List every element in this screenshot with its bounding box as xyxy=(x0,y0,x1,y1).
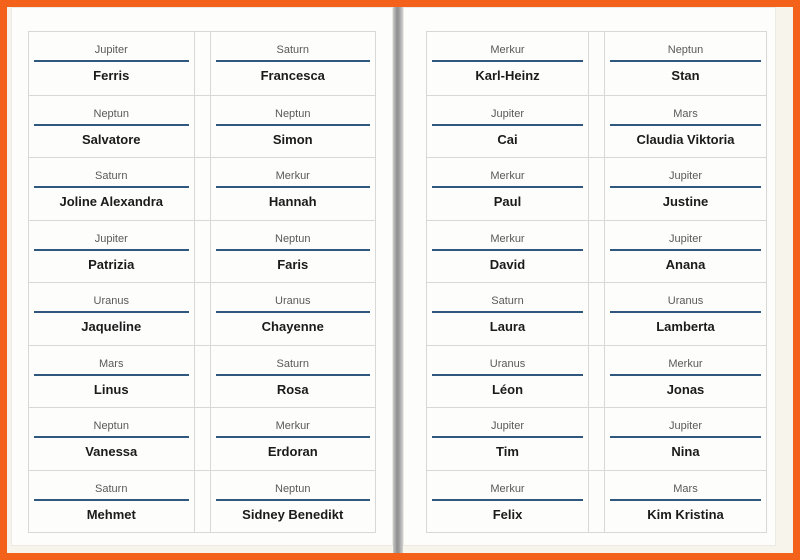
card-row xyxy=(28,95,376,158)
table-group-label: Saturn xyxy=(95,482,128,495)
card-rule xyxy=(216,186,371,188)
card-rule xyxy=(34,249,189,251)
card-rule xyxy=(610,186,761,188)
card-row xyxy=(28,282,376,345)
table-group-label: Merkur xyxy=(490,170,525,182)
table-group-label: Saturn xyxy=(95,170,128,182)
card-gap xyxy=(589,471,604,533)
name-tag-card xyxy=(28,283,195,345)
table-group-label: Merkur xyxy=(490,44,525,56)
guest-name: Rosa xyxy=(276,381,309,397)
card-rule xyxy=(432,124,583,126)
card-row xyxy=(28,470,376,533)
page-spine xyxy=(393,7,403,553)
name-tag-card xyxy=(210,283,377,345)
name-tag-card xyxy=(210,96,377,158)
card-row xyxy=(426,470,767,533)
card-rule xyxy=(610,499,761,501)
card-gap xyxy=(589,221,604,283)
card-rule xyxy=(432,311,583,313)
cards-table-page-2 xyxy=(426,31,767,533)
guest-name: Laura xyxy=(489,319,526,335)
table-group-label: Saturn xyxy=(276,44,309,56)
guest-name: Jonas xyxy=(666,381,705,397)
table-group-label: Jupiter xyxy=(490,420,525,432)
name-tag-card xyxy=(28,32,195,95)
name-tag-card xyxy=(604,158,767,220)
card-rule xyxy=(610,436,761,438)
page-1 xyxy=(11,7,393,546)
card-rule xyxy=(432,499,583,501)
guest-name: Faris xyxy=(277,256,309,272)
card-row xyxy=(28,32,376,95)
name-tag-card xyxy=(210,158,377,220)
name-tag-card xyxy=(604,283,767,345)
table-group-label: Mars xyxy=(673,482,698,495)
card-row xyxy=(426,220,767,283)
guest-name: Cai xyxy=(497,131,518,147)
card-row xyxy=(28,407,376,470)
table-group-label: Merkur xyxy=(275,170,310,182)
name-tag-card xyxy=(210,221,377,283)
card-row xyxy=(426,345,767,408)
table-group-label: Neptun xyxy=(275,107,311,120)
guest-name: Jaqueline xyxy=(81,319,142,335)
table-group-label: Merkur xyxy=(490,482,525,495)
card-gap xyxy=(589,283,604,345)
guest-name: Karl-Heinz xyxy=(475,68,540,84)
table-group-label: Merkur xyxy=(275,420,310,432)
name-tag-card xyxy=(604,346,767,408)
guest-name: Justine xyxy=(662,194,709,210)
guest-name: Kim Kristina xyxy=(647,506,724,522)
table-group-label: Saturn xyxy=(491,295,524,307)
name-tag-card xyxy=(210,471,377,533)
card-row xyxy=(426,95,767,158)
card-rule xyxy=(34,124,189,126)
guest-name: Patrizia xyxy=(88,256,135,272)
guest-name: Hannah xyxy=(268,194,317,210)
card-rule xyxy=(34,60,189,62)
guest-name: Erdoran xyxy=(267,444,318,460)
name-tag-card xyxy=(28,471,195,533)
card-rule xyxy=(216,436,371,438)
table-group-label: Mars xyxy=(673,107,698,120)
name-tag-card xyxy=(426,346,589,408)
table-group-label: Merkur xyxy=(668,357,703,370)
card-gap xyxy=(195,96,210,158)
name-tag-card xyxy=(426,96,589,158)
name-tag-card xyxy=(210,346,377,408)
card-gap xyxy=(195,346,210,408)
card-row xyxy=(28,345,376,408)
guest-name: Francesca xyxy=(260,68,325,84)
name-tag-card xyxy=(604,32,767,95)
card-rule xyxy=(432,186,583,188)
guest-name: Vanessa xyxy=(85,444,138,460)
card-rule xyxy=(34,436,189,438)
card-gap xyxy=(195,32,210,95)
guest-name: Lamberta xyxy=(656,319,715,335)
card-gap xyxy=(195,158,210,220)
name-tag-card xyxy=(210,408,377,470)
table-group-label: Neptun xyxy=(93,107,129,120)
page-2 xyxy=(403,7,776,546)
name-tag-card xyxy=(604,408,767,470)
table-group-label: Neptun xyxy=(275,232,311,245)
guest-name: Stan xyxy=(671,68,700,84)
table-group-label: Jupiter xyxy=(490,107,525,120)
guest-name: Tim xyxy=(496,444,519,460)
card-gap xyxy=(195,408,210,470)
card-row xyxy=(426,282,767,345)
table-group-label: Merkur xyxy=(490,232,525,245)
card-rule xyxy=(34,186,189,188)
table-group-label: Jupiter xyxy=(668,420,703,432)
name-tag-card xyxy=(28,96,195,158)
card-rule xyxy=(216,124,371,126)
name-tag-card xyxy=(426,283,589,345)
table-group-label: Uranus xyxy=(667,295,704,307)
name-tag-card xyxy=(426,32,589,95)
card-rule xyxy=(432,60,583,62)
name-tag-card xyxy=(210,32,377,95)
name-tag-card xyxy=(28,346,195,408)
table-group-label: Uranus xyxy=(93,295,129,307)
card-rule xyxy=(216,311,371,313)
guest-name: Chayenne xyxy=(261,319,324,335)
card-rule xyxy=(216,249,371,251)
name-tag-card xyxy=(426,221,589,283)
card-rule xyxy=(610,249,761,251)
card-rule xyxy=(610,124,761,126)
table-group-label: Jupiter xyxy=(94,44,128,56)
card-rule xyxy=(216,60,371,62)
card-gap xyxy=(589,32,604,95)
card-gap xyxy=(195,283,210,345)
guest-name: Nina xyxy=(671,444,700,460)
card-row xyxy=(426,32,767,95)
name-tag-card xyxy=(604,471,767,533)
guest-name: Paul xyxy=(493,194,522,210)
cards-table-page-1 xyxy=(28,31,376,533)
guest-name: Ferris xyxy=(93,68,130,84)
card-rule xyxy=(34,311,189,313)
guest-name: Sidney Benedikt xyxy=(242,506,344,522)
name-tag-card xyxy=(426,471,589,533)
guest-name: Léon xyxy=(491,381,524,397)
card-rule xyxy=(432,249,583,251)
card-row xyxy=(426,407,767,470)
guest-name: Joline Alexandra xyxy=(59,194,164,210)
guest-name: Claudia Viktoria xyxy=(636,131,735,147)
name-tag-card xyxy=(426,408,589,470)
card-rule xyxy=(610,60,761,62)
card-row xyxy=(28,157,376,220)
guest-name: Mehmet xyxy=(86,506,136,522)
card-rule xyxy=(216,374,371,376)
table-group-label: Jupiter xyxy=(668,170,703,182)
table-group-label: Uranus xyxy=(489,357,526,370)
card-gap xyxy=(589,96,604,158)
card-gap xyxy=(589,408,604,470)
guest-name: Simon xyxy=(272,131,313,147)
table-group-label: Uranus xyxy=(275,295,311,307)
card-gap xyxy=(589,158,604,220)
table-group-label: Jupiter xyxy=(668,232,703,245)
name-tag-card xyxy=(28,158,195,220)
name-tag-card xyxy=(28,221,195,283)
card-row xyxy=(28,220,376,283)
table-group-label: Saturn xyxy=(276,357,309,370)
card-gap xyxy=(195,221,210,283)
card-gap xyxy=(195,471,210,533)
table-group-label: Mars xyxy=(99,357,124,370)
guest-name: David xyxy=(489,256,526,272)
card-rule xyxy=(34,374,189,376)
guest-name: Felix xyxy=(492,506,523,522)
table-group-label: Neptun xyxy=(93,420,129,432)
name-tag-card xyxy=(604,96,767,158)
card-rule xyxy=(432,374,583,376)
guest-name: Anana xyxy=(665,256,706,272)
card-gap xyxy=(589,346,604,408)
name-tag-card xyxy=(426,158,589,220)
table-group-label: Neptun xyxy=(275,482,311,495)
card-row xyxy=(426,157,767,220)
table-group-label: Jupiter xyxy=(94,232,128,245)
name-tag-card xyxy=(604,221,767,283)
card-rule xyxy=(610,311,761,313)
card-rule xyxy=(432,436,583,438)
card-rule xyxy=(216,499,371,501)
table-group-label: Neptun xyxy=(667,44,704,56)
guest-name: Salvatore xyxy=(81,131,141,147)
card-rule xyxy=(34,499,189,501)
guest-name: Linus xyxy=(93,381,129,397)
card-rule xyxy=(610,374,761,376)
name-tag-card xyxy=(28,408,195,470)
